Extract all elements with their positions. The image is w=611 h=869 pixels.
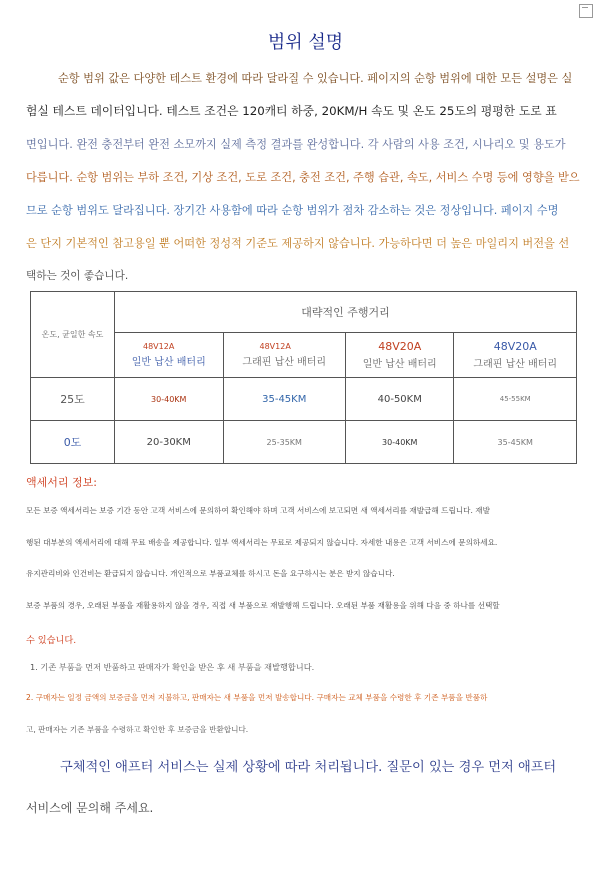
battery-name: 그래핀 납산 배터리 [473,359,558,370]
temp-header-cell [31,292,115,378]
range-cell: 35-45KM [223,378,345,421]
battery-col-header [223,333,345,378]
battery-model: 48V12A [259,342,291,351]
range-header-cell: 대략적인 주행거리 [115,292,577,333]
range-cell: 20-30KM [115,421,224,464]
temp-cell: 25도 [31,378,115,421]
intro-paragraph [26,62,584,293]
battery-name: 그래핀 납산 배터리 [242,357,327,368]
battery-name: 일반 납산 배터리 [131,357,206,368]
range-cell: 30-40KM [115,378,224,421]
range-cell: 45-55KM [454,378,577,421]
closing-line: 서비스에 문의해 주세요. [26,801,154,815]
temp-cell: 0도 [31,421,115,464]
range-cell: 40-50KM [345,378,454,421]
page-title: 범위 설명 [267,32,344,53]
accessories-title: 액세서리 정보: [26,476,97,489]
closing-line: 구체적인 애프터 서비스는 실제 상황에 따라 처리됩니다. 질문이 있는 경우 먼저 애프터 [60,760,557,775]
battery-model: 48V12A [143,342,175,351]
table-row [31,378,577,421]
accessories-line: 고, 판매자는 기존 부품을 수령하고 확인한 후 보증금을 반환합니다. [26,725,249,734]
intro-line: 택하는 것이 좋습니다. [26,270,129,282]
battery-model: 48V20A [493,340,537,353]
range-cell: 25-35KM [223,421,345,464]
accessories-option: 1. 기존 부품을 먼저 반품하고 판매자가 확인을 받은 후 새 부품을 재발행합니다. [30,662,315,672]
table-header-row [31,292,577,333]
battery-col-header [454,333,577,378]
battery-col-header [345,333,454,378]
table-row [31,421,577,464]
accessories-line: 모든 보증 액세서리는 보증 기간 동안 고객 서비스에 문의하여 확인해야 하며 고객 서비스에 보고되면 새 액세서리를 재발급해 드립니다. 재발 [26,506,490,515]
accessories-line: 수 있습니다. [26,635,77,646]
intro-line: 므로 순항 범위도 달라집니다. 장기간 사용함에 따라 순항 범위가 점차 감소하는 것은 정상입니다. 페이지 수명 [26,204,559,217]
intro-line: 은 단지 기본적인 참고용일 뿐 어떠한 정성적 기준도 제공하지 않습니다. 가능하다면 더 높은 마일리지 버전을 선 [26,237,570,250]
accessories-line: 유지관리비와 인건비는 환급되지 않습니다. 개인적으로 부품교체를 하시고 돈을 요구하시는 분은 받지 않습니다. [26,569,395,578]
accessories-line: 보증 부품의 경우, 오래된 부품을 재활용하지 않을 경우, 직접 새 부품으로 재발행해 드립니다. 오래된 부품 재활용을 위해 다음 중 하나를 선택할 [26,601,500,610]
intro-line: 면입니다. 완전 충전부터 완전 소모까지 실제 측정 결과를 완성합니다. 각 사람의 사용 조건, 시나리오 및 용도가 [26,138,566,151]
intro-line: 다릅니다. 순항 범위는 부하 조건, 기상 조건, 도로 조건, 충전 조건, 주행 습관, 속도, 서비스 수명 등에 영향을 받으 [26,171,580,184]
battery-col-header [115,333,224,378]
battery-model: 48V20A [378,340,422,353]
corner-mark-icon [579,4,593,18]
intro-line: 험실 테스트 데이터입니다. 테스트 조건은 120캐티 하중, 20KM/H 속도 및 온도 25도의 평평한 도로 표 [26,104,557,118]
accessories-option: 2. 구매자는 일정 금액의 보증금을 먼저 지불하고, 판매자는 새 부품을 먼저 발송합니다. 구매자는 교체 부품을 수령한 후 기존 부품을 반품하 [26,693,488,702]
accessories-line: 행된 대부분의 액세서리에 대해 무료 배송을 제공합니다. 일부 액세서리는 무료로 제공되지 않습니다. 자세한 내용은 고객 서비스에 문의하세요. [26,538,498,547]
range-cell: 35-45KM [454,421,577,464]
range-table [30,291,577,464]
intro-line: 순항 범위 값은 다양한 테스트 환경에 따라 달라질 수 있습니다. 페이지의 순항 범위에 대한 모든 설명은 실 [58,72,573,85]
range-cell: 30-40KM [345,421,454,464]
battery-name: 일반 납산 배터리 [362,359,437,370]
temp-header-label: 온도, 균일한 속도 [41,330,104,339]
